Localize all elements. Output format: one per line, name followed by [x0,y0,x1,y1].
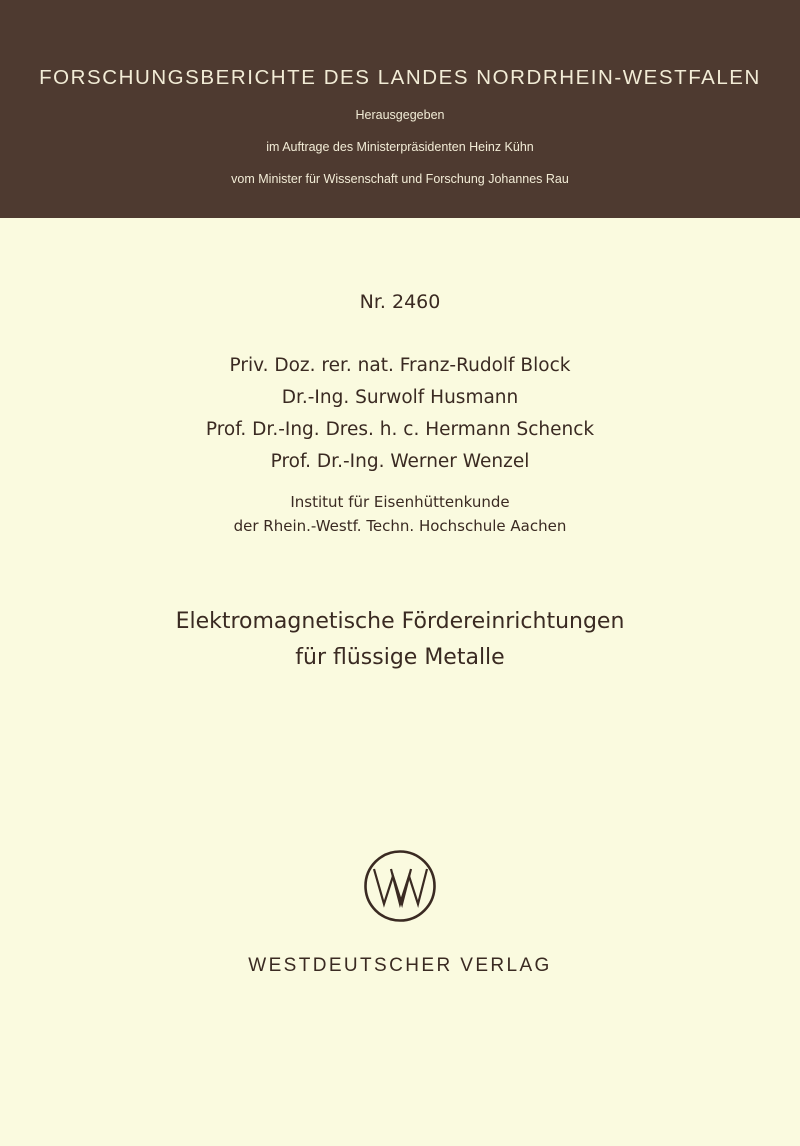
editor-line-herausgegeben: Herausgegeben [355,108,445,122]
author-line: Prof. Dr.-Ing. Dres. h. c. Hermann Schenck [205,419,595,440]
institute-line: Institut für Eisenhüttenkunde [290,493,510,511]
book-title-line: für flüssige Metalle [295,645,505,670]
series-header-band [0,0,800,218]
author-line: Priv. Doz. rer. nat. Franz-Rudolf Block [229,355,571,376]
ww-publisher-logo-icon [363,849,437,923]
publisher-name: WESTDEUTSCHER VERLAG [248,955,552,976]
institute-line: der Rhein.-Westf. Techn. Hochschule Aachen [233,517,567,535]
series-title: FORSCHUNGSBERICHTE DES LANDES NORDRHEIN-WESTFALEN [39,66,761,89]
editor-line-minister: vom Minister für Wissenschaft und Forschung Johannes Rau [231,172,569,186]
author-line: Prof. Dr.-Ing. Werner Wenzel [270,451,530,472]
book-title-line: Elektromagnetische Fördereinrichtungen [175,609,625,634]
editor-line-ministerpraesident: im Auftrage des Ministerpräsidenten Heinz Kühn [266,140,534,154]
author-line: Dr.-Ing. Surwolf Husmann [281,387,519,408]
report-number: Nr. 2460 [359,291,441,313]
